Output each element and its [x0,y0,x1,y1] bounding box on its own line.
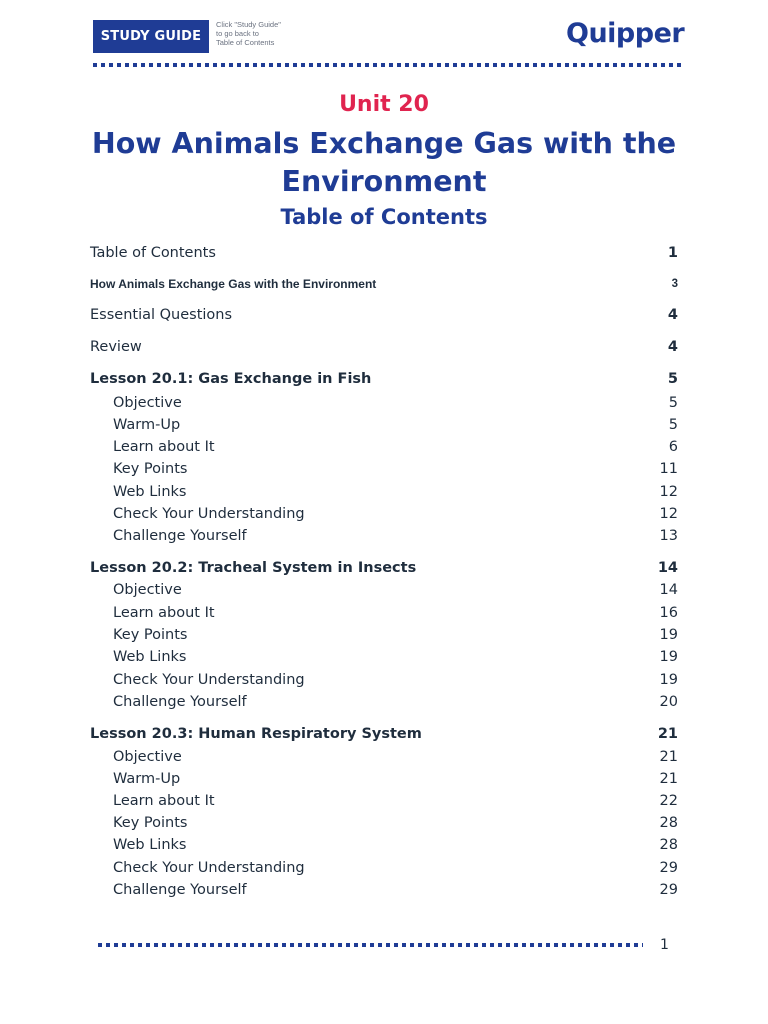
toc-entry-label: Check Your Understanding [113,672,305,688]
toc-entry-page: 4 [667,307,678,323]
toc-subentry[interactable] [90,669,678,691]
toc-entry-label: Essential Questions [90,307,233,323]
note-line: Click "Study Guide" [216,20,281,29]
toc-entry[interactable] [90,273,678,295]
toc-entry-page: 5 [668,417,678,433]
toc-entry-label: Challenge Yourself [113,882,247,898]
toc-entry-label: Learn about It [113,605,215,621]
toc-entry-page: 5 [668,395,678,411]
toc-entry-label: Learn about It [113,439,215,455]
toc-entry-label: Review [90,339,142,355]
study-guide-button[interactable]: STUDY GUIDE [93,20,209,53]
study-guide-note [216,20,281,47]
toc-entry-page: 12 [659,484,678,500]
toc-entry-label: Table of Contents [90,245,216,261]
toc-entry[interactable] [90,242,678,264]
toc-heading: Table of Contents [280,205,488,229]
toc-lesson-entry[interactable] [90,557,678,579]
title-line: Environment [281,165,487,198]
toc-subentry[interactable] [90,768,678,790]
title-line: How Animals Exchange Gas with the [91,127,677,160]
toc-entry-page: 28 [659,837,678,853]
toc-entry-label: Lesson 20.3: Human Respiratory System [90,726,422,742]
toc-entry-page: 19 [659,672,678,688]
page-header [0,0,768,70]
toc-subentry[interactable] [90,834,678,856]
page-title [90,125,678,201]
toc-subentry[interactable] [90,790,678,812]
toc-entry-label: Lesson 20.2: Tracheal System in Insects [90,560,417,576]
toc-subentry[interactable] [90,503,678,525]
toc-subentry[interactable] [90,579,678,601]
toc-subentry[interactable] [90,879,678,901]
toc-entry-label: Warm-Up [113,417,181,433]
toc-entry-page: 21 [659,749,678,765]
toc-entry-label: Objective [113,395,182,411]
toc-entry[interactable] [90,336,678,358]
toc-entry-page: 12 [659,506,678,522]
unit-label: Unit 20 [339,92,429,117]
toc-entry-page: 29 [659,860,678,876]
toc-entry-page: 22 [659,793,678,809]
toc-entry-label: Key Points [113,461,188,477]
toc-entry[interactable] [90,304,678,326]
toc-entry-page: 1 [667,245,678,261]
footer-dotted-divider [98,943,643,947]
toc-subentry[interactable] [90,646,678,668]
toc-subentry[interactable] [90,481,678,503]
toc-subentry[interactable] [90,812,678,834]
toc-entry-page: 4 [667,339,678,355]
toc-subentry[interactable] [90,392,678,414]
page-number: 1 [660,937,669,953]
toc-entry-page: 21 [657,726,678,742]
toc-entry-page: 19 [659,627,678,643]
toc-entry-label: Web Links [113,649,187,665]
toc-entry-page: 28 [659,815,678,831]
toc-entry-page: 14 [659,582,678,598]
toc-subentry[interactable] [90,746,678,768]
note-line: to go back to [216,29,259,38]
toc-entry-page: 20 [659,694,678,710]
toc-lesson-entry[interactable] [90,723,678,745]
toc-entry-label: Objective [113,582,182,598]
toc-subentry[interactable] [90,602,678,624]
toc-entry-label: Challenge Yourself [113,528,247,544]
toc-entry-label: Objective [113,749,182,765]
toc-entry-page: 21 [659,771,678,787]
toc-entry-label: Learn about It [113,793,215,809]
toc-entry-label: Key Points [113,627,188,643]
quipper-logo: Quipper [566,18,685,49]
toc-entry-label: How Animals Exchange Gas with the Environment [90,277,377,291]
toc-subentry[interactable] [90,525,678,547]
toc-subentry[interactable] [90,857,678,879]
toc-lesson-entry[interactable] [90,368,678,390]
toc-subentry[interactable] [90,458,678,480]
toc-entry-page: 6 [668,439,678,455]
toc-entry-label: Check Your Understanding [113,860,305,876]
toc-subentry[interactable] [90,624,678,646]
toc-entry-label: Web Links [113,837,187,853]
toc-subentry[interactable] [90,691,678,713]
toc-entry-page: 29 [659,882,678,898]
toc-entry-page: 16 [659,605,678,621]
toc-entry-label: Challenge Yourself [113,694,247,710]
toc-entry-page: 19 [659,649,678,665]
toc-entry-label: Key Points [113,815,188,831]
toc-entry-label: Lesson 20.1: Gas Exchange in Fish [90,371,372,387]
toc-entry-page: 3 [671,278,678,290]
toc-entry-page: 11 [659,461,678,477]
toc-entry-page: 5 [667,371,678,387]
toc-entry-label: Web Links [113,484,187,500]
toc-subentry[interactable] [90,436,678,458]
toc-entry-page: 14 [657,560,678,576]
header-dotted-divider [93,63,681,67]
toc-entry-label: Check Your Understanding [113,506,305,522]
toc-entry-page: 13 [659,528,678,544]
toc-subentry[interactable] [90,414,678,436]
note-line: Table of Contents [216,38,275,47]
toc-entry-label: Warm-Up [113,771,181,787]
